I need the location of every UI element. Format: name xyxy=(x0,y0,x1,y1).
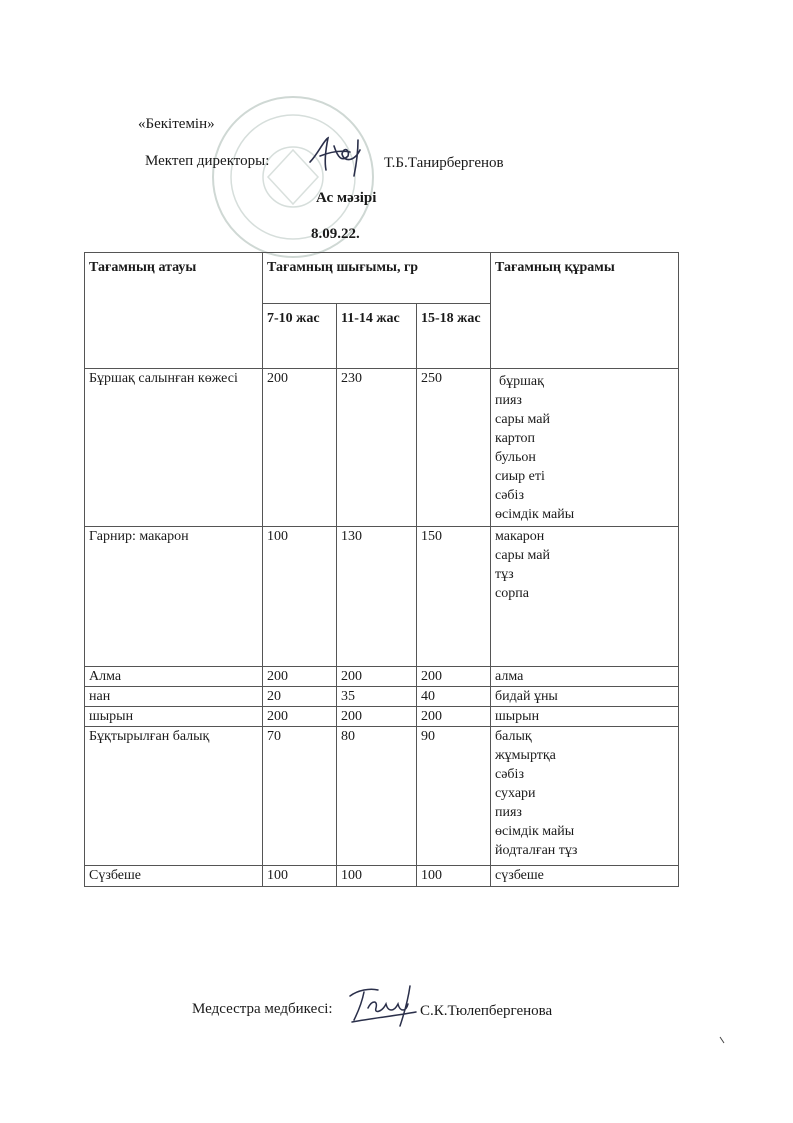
table-header-row xyxy=(85,253,679,304)
ingredient: бидай ұны xyxy=(495,689,558,704)
table-row xyxy=(85,667,679,687)
document-title: Ас мәзірі xyxy=(316,190,377,206)
yield-value: 70 xyxy=(263,727,337,866)
yield-value: 200 xyxy=(263,667,337,687)
composition-cell xyxy=(491,687,679,707)
director-name: Т.Б.Танирбергенов xyxy=(384,155,504,171)
composition-cell xyxy=(491,667,679,687)
composition-cell xyxy=(491,707,679,727)
ingredient: өсімдік майы xyxy=(495,824,575,839)
dish-name: нан xyxy=(85,687,263,707)
yield-value: 200 xyxy=(263,369,337,527)
ingredient: макарон xyxy=(495,529,545,544)
ingredient: сиыр еті xyxy=(495,469,545,484)
ingredient: тұз xyxy=(495,567,514,582)
menu-table xyxy=(84,252,679,887)
table-row xyxy=(85,527,679,667)
yield-value: 35 xyxy=(337,687,417,707)
dish-name: Алма xyxy=(85,667,263,687)
ingredient: сәбіз xyxy=(495,488,524,503)
stray-mark xyxy=(719,1036,725,1044)
ingredient: сәбіз xyxy=(495,767,524,782)
ingredient: балық xyxy=(495,729,532,744)
ingredient: сары май xyxy=(495,412,550,427)
ingredient: сорпа xyxy=(495,586,529,601)
yield-value: 80 xyxy=(337,727,417,866)
yield-value: 90 xyxy=(417,727,491,866)
director-label: Мектеп директоры: xyxy=(145,153,270,169)
ingredient: сары май xyxy=(495,548,550,563)
yield-value: 100 xyxy=(337,866,417,887)
yield-value: 100 xyxy=(417,866,491,887)
table-row xyxy=(85,369,679,527)
composition-cell xyxy=(491,866,679,887)
yield-value: 200 xyxy=(337,667,417,687)
yield-value: 200 xyxy=(263,707,337,727)
ingredient: йодталған тұз xyxy=(495,843,578,858)
ingredient: жұмыртқа xyxy=(495,748,556,763)
header-age-11-14: 11-14 жас xyxy=(337,304,417,369)
yield-value: 230 xyxy=(337,369,417,527)
ingredient: бұршақ xyxy=(499,374,544,389)
ingredient: пияз xyxy=(495,805,522,820)
composition-cell xyxy=(491,727,679,866)
ingredient: пияз xyxy=(495,393,522,408)
header-age-15-18: 15-18 жас xyxy=(417,304,491,369)
yield-value: 200 xyxy=(417,667,491,687)
yield-value: 200 xyxy=(337,707,417,727)
table-row xyxy=(85,727,679,866)
yield-value: 200 xyxy=(417,707,491,727)
yield-value: 40 xyxy=(417,687,491,707)
ingredient: бульон xyxy=(495,450,536,465)
dish-name: Гарнир: макарон xyxy=(85,527,263,667)
yield-value: 130 xyxy=(337,527,417,667)
nurse-label: Медсестра медбикесі: xyxy=(192,1001,333,1017)
ingredient: алма xyxy=(495,669,524,684)
table-row xyxy=(85,687,679,707)
table-row xyxy=(85,707,679,727)
director-signature-image xyxy=(304,132,372,178)
ingredient: сүзбеше xyxy=(495,868,544,883)
dish-name: Сүзбеше xyxy=(85,866,263,887)
table-row xyxy=(85,866,679,887)
yield-value: 20 xyxy=(263,687,337,707)
document-date: 8.09.22. xyxy=(311,226,360,242)
header-yield: Тағамның шығымы, гр xyxy=(263,253,491,304)
ingredient: картоп xyxy=(495,431,536,446)
dish-name: шырын xyxy=(85,707,263,727)
yield-value: 100 xyxy=(263,866,337,887)
nurse-name: С.К.Тюлепбергенова xyxy=(420,1003,553,1019)
ingredient: шырын xyxy=(495,709,540,724)
yield-value: 250 xyxy=(417,369,491,527)
dish-name: Бұқтырылған балық xyxy=(85,727,263,866)
ingredient: өсімдік майы xyxy=(495,507,575,522)
nurse-signature-image xyxy=(344,982,426,1030)
ingredient: сухари xyxy=(495,786,536,801)
composition-cell xyxy=(491,369,679,527)
composition-cell xyxy=(491,527,679,667)
header-age-7-10: 7-10 жас xyxy=(263,304,337,369)
dish-name: Бұршақ салынған көжесі xyxy=(85,369,263,527)
yield-value: 100 xyxy=(263,527,337,667)
header-dish-name: Тағамның атауы xyxy=(85,253,263,369)
header-composition: Тағамның құрамы xyxy=(491,253,679,369)
yield-value: 150 xyxy=(417,527,491,667)
approval-label: «Бекітемін» xyxy=(138,116,215,132)
